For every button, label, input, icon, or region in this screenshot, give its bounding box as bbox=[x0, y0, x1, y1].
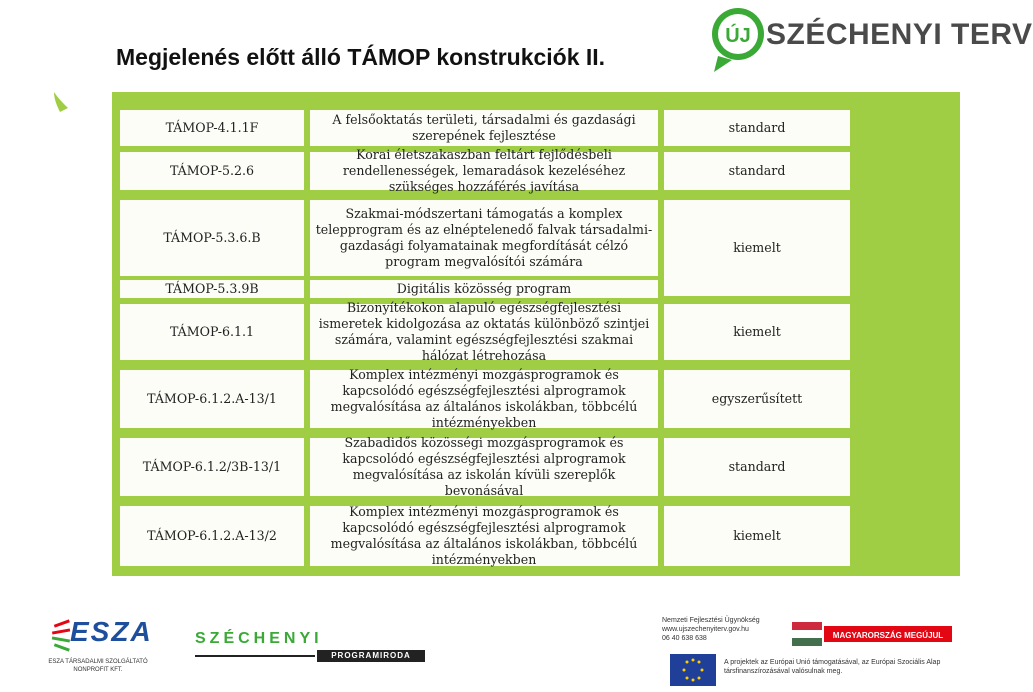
row-description: Korai életszakaszban feltárt fejlődésbeli rendellenességek, lemaradások kezeléséhez szükséges hozzáférés javítása bbox=[310, 152, 658, 190]
row-code: TÁMOP-5.3.9B bbox=[120, 280, 304, 298]
row-code: TÁMOP-6.1.2.A-13/2 bbox=[120, 506, 304, 566]
row-description: Szabadidős közösségi mozgásprogramok és kapcsolódó egészségfejlesztési alprogramok megvalósítása az iskolán kívüli szereplők bevonásával bbox=[310, 438, 658, 496]
logo-wordmark: SZÉCHENYI TERV bbox=[766, 18, 1033, 51]
row-code: TÁMOP-6.1.2/3B-13/1 bbox=[120, 438, 304, 496]
row-description: Komplex intézményi mozgásprogramok és kapcsolódó egészségfejlesztési alprogramok megvalósítása az általános iskolákban, többcélú intézményekben bbox=[310, 506, 658, 566]
row-code: TÁMOP-5.2.6 bbox=[120, 152, 304, 190]
hungary-flag-banner bbox=[792, 622, 952, 646]
esza-logo bbox=[48, 614, 153, 690]
row-type: standard bbox=[664, 438, 850, 496]
row-type: kiemelt bbox=[664, 200, 850, 296]
row-type: egyszerűsített bbox=[664, 370, 850, 428]
eu-funding-text: A projektek az Európai Unió támogatásával, az Európai Szociális Alap társfinanszírozásával valósulnak meg. bbox=[724, 659, 941, 675]
esza-subtitle: ESZA TÁRSADALMI SZOLGÁLTATÓ NONPROFIT KFT. bbox=[48, 659, 148, 673]
row-code: TÁMOP-4.1.1F bbox=[120, 110, 304, 146]
row-description: A felsőoktatás területi, társadalmi és gazdasági szerepének fejlesztése bbox=[310, 110, 658, 146]
nfu-block bbox=[662, 616, 958, 688]
row-type: standard bbox=[664, 152, 850, 190]
page-title: Megjelenés előtt álló TÁMOP konstrukciók II. bbox=[116, 44, 606, 70]
row-type: kiemelt bbox=[664, 304, 850, 360]
row-code: TÁMOP-6.1.2.A-13/1 bbox=[120, 370, 304, 428]
eu-flag-icon bbox=[670, 654, 716, 686]
row-type: standard bbox=[664, 110, 850, 146]
row-description: Digitális közösség program bbox=[310, 280, 658, 298]
row-description: Bizonyítékokon alapuló egészségfejlesztési ismeretek kidolgozása az oktatás különböző szintjei számára, valamint egészségfejlesztési szakmai hálózat létrehozása bbox=[310, 304, 658, 360]
row-description: Szakmai-módszertani támogatás a komplex telepprogram és az elnéptelenedő falvak társadalmi-gazdasági folyamatainak megfordítását célzó program megvalósítói számára bbox=[310, 200, 658, 276]
szechenyi-programiroda-logo bbox=[195, 630, 425, 666]
row-description: Komplex intézményi mozgásprogramok és kapcsolódó egészségfejlesztési alprogramok megvalósítása az általános iskolákban, többcélú intézményekben bbox=[310, 370, 658, 428]
row-type: kiemelt bbox=[664, 506, 850, 566]
uj-szechenyi-terv-logo bbox=[710, 4, 1033, 76]
magyarorszag-label: MAGYARORSZÁG MEGÚJUL bbox=[832, 631, 944, 640]
programiroda-label: PROGRAMIRODA bbox=[317, 650, 425, 662]
esza-wordmark: ESZA bbox=[70, 616, 153, 647]
nfu-contact: Nemzeti Fejlesztési Ügynökség www.ujszechenyiterv.gov.hu 06 40 638 638 bbox=[662, 617, 760, 642]
divider bbox=[195, 655, 315, 657]
row-code: TÁMOP-5.3.6.B bbox=[120, 200, 304, 276]
szechenyi-wordmark: SZÉCHENYI bbox=[195, 630, 323, 647]
svg-text:ÚJ: ÚJ bbox=[725, 25, 751, 47]
row-code: TÁMOP-6.1.1 bbox=[120, 304, 304, 360]
